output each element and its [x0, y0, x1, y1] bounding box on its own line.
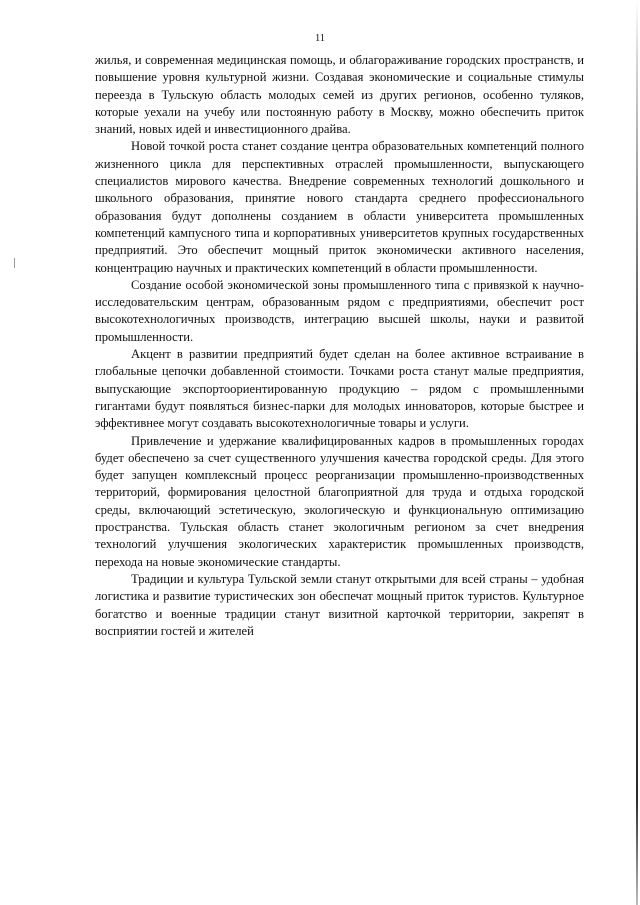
scan-speck: [14, 258, 15, 268]
paragraph-continuation: жилья, и современная медицинская помощь, и облагораживание городских пространств, и повышение уровня культурной жизни. Создавая экономические и социальные стимулы переезда в Тульскую область молодых семей из других регионов, особенно туляков, которые уехали на учебу или постоянную работу в Москву, можно обеспечить приток знаний, новых идей и инвестиционного драйва.: [95, 53, 584, 137]
paragraph-economic-zone: Создание особой экономической зоны промышленного типа с привязкой к научно-исследовательским центрам, образованным рядом с предприятиями, обеспечит рост высокотехнологичных производств, интеграцию высшей школы, науки и развитой промышленности.: [95, 277, 584, 344]
paragraph-education-center: Новой точкой роста станет создание центра образовательных компетенций полного жизненного цикла для перспективных отраслей промышленности, выпускающего специалистов мирового качества. Внедрение современных технологий дошкольного и школьного образования, принятие нового стандарта среднего профессионального образования будут дополнены созданием в области университета промышленных компетенций кампусного типа и корпоративных университетов крупных государственных предприятий. Это обеспечит мощный приток экономически активного населения, концентрацию научных и практических компетенций в области промышленности.: [95, 139, 584, 275]
paragraph-urban-environment: Привлечение и удержание квалифицированных кадров в промышленных городах будет обеспечено за счет существенного улучшения качества городской среды. Для этого будет запущен комплексный процесс реорганизации промышленно-производственных территорий, формирования целостной благоприятной для труда и отдыха городской среды, включающий эстетическую, экологическую и функциональную оптимизацию пространства. Тульская область станет экологичным регионом за счет внедрения технологий улучшения экологических характеристик промышленных производств, перехода на новые экономические стандарты.: [95, 433, 584, 569]
page-number: 11: [314, 33, 326, 44]
paragraph-enterprise-development: Акцент в развитии предприятий будет сделан на более активное встраивание в глобальные цепочки добавленной стоимости. Точками роста станут малые предприятия, выпускающие экспортоориентированную продукцию – рядом с промышленными гигантами будут появляться бизнес-парки для молодых инноваторов, которые быстрее и эффективнее могут создавать высокотехнологичные товары и услуги.: [95, 347, 584, 431]
scan-edge-line: [636, 0, 638, 905]
paragraph-culture-tourism: Традиции и культура Тульской земли станут открытыми для всей страны – удобная логистика и развитие туристических зон обеспечат мощный приток туристов. Культурное богатство и военные традиции станут визитной карточкой территории, закрепят в восприятии гостей и жителей: [95, 571, 584, 638]
body-text: [95, 52, 584, 640]
